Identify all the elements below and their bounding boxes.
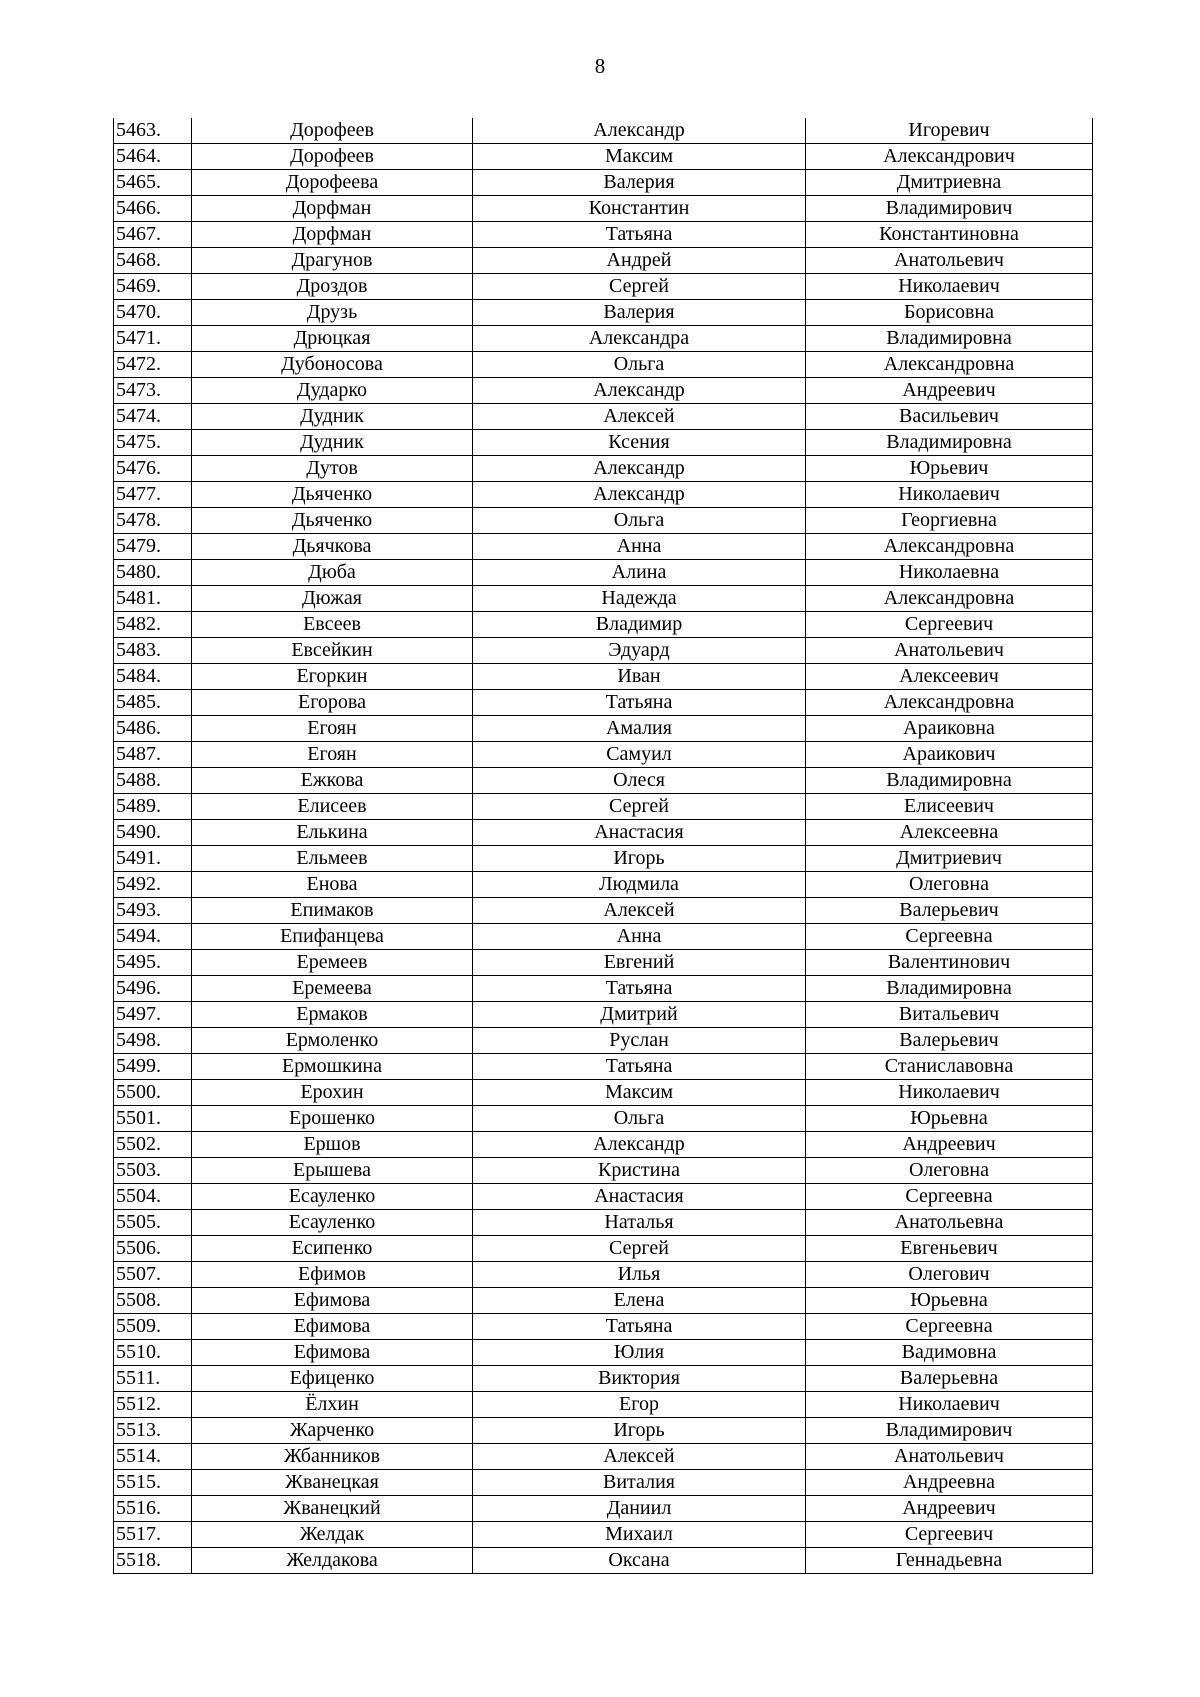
last-name-cell: Енова: [192, 872, 473, 898]
last-name-cell: Дубоносова: [192, 352, 473, 378]
last-name-cell: Дорфман: [192, 196, 473, 222]
patronymic-cell: Геннадьевна: [806, 1548, 1093, 1574]
first-name-cell: Эдуард: [473, 638, 806, 664]
first-name-cell: Ольга: [473, 352, 806, 378]
first-name-cell: Олеся: [473, 768, 806, 794]
row-number-cell: 5491.: [114, 846, 192, 872]
first-name-cell: Сергей: [473, 1236, 806, 1262]
table-row: [114, 404, 1093, 430]
row-number-cell: 5500.: [114, 1080, 192, 1106]
patronymic-cell: Игоревич: [806, 118, 1093, 144]
patronymic-cell: Сергеевич: [806, 1522, 1093, 1548]
patronymic-cell: Дмитриевна: [806, 170, 1093, 196]
first-name-cell: Анастасия: [473, 820, 806, 846]
row-number-cell: 5487.: [114, 742, 192, 768]
first-name-cell: Кристина: [473, 1158, 806, 1184]
patronymic-cell: Олеговна: [806, 1158, 1093, 1184]
patronymic-cell: Олегович: [806, 1262, 1093, 1288]
patronymic-cell: Юрьевна: [806, 1288, 1093, 1314]
patronymic-cell: Николаевна: [806, 560, 1093, 586]
table-row: [114, 1132, 1093, 1158]
last-name-cell: Есауленко: [192, 1184, 473, 1210]
patronymic-cell: Николаевич: [806, 482, 1093, 508]
row-number-cell: 5505.: [114, 1210, 192, 1236]
last-name-cell: Ерохин: [192, 1080, 473, 1106]
table-row: [114, 950, 1093, 976]
patronymic-cell: Алексеевна: [806, 820, 1093, 846]
patronymic-cell: Владимировна: [806, 768, 1093, 794]
last-name-cell: Епимаков: [192, 898, 473, 924]
row-number-cell: 5482.: [114, 612, 192, 638]
table-row: [114, 482, 1093, 508]
row-number-cell: 5517.: [114, 1522, 192, 1548]
table-row: [114, 794, 1093, 820]
first-name-cell: Александр: [473, 118, 806, 144]
table-row: [114, 378, 1093, 404]
last-name-cell: Евсейкин: [192, 638, 473, 664]
row-number-cell: 5518.: [114, 1548, 192, 1574]
patronymic-cell: Андреевич: [806, 1132, 1093, 1158]
table-row: [114, 976, 1093, 1002]
first-name-cell: Юлия: [473, 1340, 806, 1366]
last-name-cell: Егоян: [192, 716, 473, 742]
row-number-cell: 5497.: [114, 1002, 192, 1028]
row-number-cell: 5516.: [114, 1496, 192, 1522]
table-row: [114, 300, 1093, 326]
last-name-cell: Друзь: [192, 300, 473, 326]
row-number-cell: 5471.: [114, 326, 192, 352]
patronymic-cell: Сергеевна: [806, 924, 1093, 950]
first-name-cell: Руслан: [473, 1028, 806, 1054]
table-row: [114, 560, 1093, 586]
table-row: [114, 1418, 1093, 1444]
row-number-cell: 5502.: [114, 1132, 192, 1158]
patronymic-cell: Валерьевна: [806, 1366, 1093, 1392]
patronymic-cell: Александровна: [806, 534, 1093, 560]
patronymic-cell: Сергеевич: [806, 612, 1093, 638]
table-row: [114, 1080, 1093, 1106]
row-number-cell: 5474.: [114, 404, 192, 430]
row-number-cell: 5473.: [114, 378, 192, 404]
first-name-cell: Сергей: [473, 274, 806, 300]
row-number-cell: 5475.: [114, 430, 192, 456]
first-name-cell: Татьяна: [473, 222, 806, 248]
patronymic-cell: Александровна: [806, 586, 1093, 612]
last-name-cell: Евсеев: [192, 612, 473, 638]
row-number-cell: 5478.: [114, 508, 192, 534]
patronymic-cell: Араикович: [806, 742, 1093, 768]
patronymic-cell: Андреевич: [806, 378, 1093, 404]
last-name-cell: Ефиценко: [192, 1366, 473, 1392]
row-number-cell: 5509.: [114, 1314, 192, 1340]
patronymic-cell: Константиновна: [806, 222, 1093, 248]
patronymic-cell: Витальевич: [806, 1002, 1093, 1028]
row-number-cell: 5479.: [114, 534, 192, 560]
row-number-cell: 5494.: [114, 924, 192, 950]
patronymic-cell: Владимирович: [806, 1418, 1093, 1444]
patronymic-cell: Анатольевич: [806, 638, 1093, 664]
first-name-cell: Алексей: [473, 404, 806, 430]
table-row: [114, 118, 1093, 144]
row-number-cell: 5486.: [114, 716, 192, 742]
patronymic-cell: Сергеевна: [806, 1314, 1093, 1340]
first-name-cell: Иван: [473, 664, 806, 690]
first-name-cell: Александра: [473, 326, 806, 352]
last-name-cell: Дудник: [192, 430, 473, 456]
last-name-cell: Желдак: [192, 1522, 473, 1548]
row-number-cell: 5489.: [114, 794, 192, 820]
table-row: [114, 924, 1093, 950]
row-number-cell: 5476.: [114, 456, 192, 482]
patronymic-cell: Александровна: [806, 352, 1093, 378]
last-name-cell: Драгунов: [192, 248, 473, 274]
patronymic-cell: Юрьевич: [806, 456, 1093, 482]
row-number-cell: 5465.: [114, 170, 192, 196]
first-name-cell: Татьяна: [473, 976, 806, 1002]
row-number-cell: 5492.: [114, 872, 192, 898]
patronymic-cell: Владимировна: [806, 326, 1093, 352]
patronymic-cell: Валентинович: [806, 950, 1093, 976]
first-name-cell: Ольга: [473, 1106, 806, 1132]
row-number-cell: 5469.: [114, 274, 192, 300]
last-name-cell: Дьячкова: [192, 534, 473, 560]
row-number-cell: 5504.: [114, 1184, 192, 1210]
table-row: [114, 1236, 1093, 1262]
row-number-cell: 5490.: [114, 820, 192, 846]
table-row: [114, 638, 1093, 664]
table-row: [114, 456, 1093, 482]
last-name-cell: Ёлхин: [192, 1392, 473, 1418]
first-name-cell: Игорь: [473, 1418, 806, 1444]
row-number-cell: 5480.: [114, 560, 192, 586]
first-name-cell: Алина: [473, 560, 806, 586]
last-name-cell: Елисеев: [192, 794, 473, 820]
first-name-cell: Самуил: [473, 742, 806, 768]
table-row: [114, 1288, 1093, 1314]
patronymic-cell: Станиславовна: [806, 1054, 1093, 1080]
last-name-cell: Егоркин: [192, 664, 473, 690]
first-name-cell: Валерия: [473, 300, 806, 326]
patronymic-cell: Андреевна: [806, 1470, 1093, 1496]
last-name-cell: Дьяченко: [192, 482, 473, 508]
table-row: [114, 196, 1093, 222]
patronymic-cell: Владимирович: [806, 196, 1093, 222]
first-name-cell: Анастасия: [473, 1184, 806, 1210]
table-row: [114, 1262, 1093, 1288]
first-name-cell: Оксана: [473, 1548, 806, 1574]
row-number-cell: 5506.: [114, 1236, 192, 1262]
row-number-cell: 5481.: [114, 586, 192, 612]
patronymic-cell: Николаевич: [806, 274, 1093, 300]
row-number-cell: 5510.: [114, 1340, 192, 1366]
last-name-cell: Есауленко: [192, 1210, 473, 1236]
first-name-cell: Максим: [473, 144, 806, 170]
last-name-cell: Дорофеева: [192, 170, 473, 196]
last-name-cell: Дюжая: [192, 586, 473, 612]
table-row: [114, 1548, 1093, 1574]
first-name-cell: Татьяна: [473, 1054, 806, 1080]
table-row: [114, 430, 1093, 456]
last-name-cell: Ерышева: [192, 1158, 473, 1184]
row-number-cell: 5503.: [114, 1158, 192, 1184]
last-name-cell: Жарченко: [192, 1418, 473, 1444]
patronymic-cell: Елисеевич: [806, 794, 1093, 820]
patronymic-cell: Араиковна: [806, 716, 1093, 742]
table-row: [114, 1314, 1093, 1340]
table-row: [114, 1392, 1093, 1418]
patronymic-cell: Юрьевна: [806, 1106, 1093, 1132]
patronymic-cell: Олеговна: [806, 872, 1093, 898]
row-number-cell: 5472.: [114, 352, 192, 378]
patronymic-cell: Борисовна: [806, 300, 1093, 326]
row-number-cell: 5484.: [114, 664, 192, 690]
row-number-cell: 5466.: [114, 196, 192, 222]
patronymic-cell: Сергеевна: [806, 1184, 1093, 1210]
first-name-cell: Наталья: [473, 1210, 806, 1236]
first-name-cell: Виктория: [473, 1366, 806, 1392]
roster-table: [113, 118, 1093, 1574]
table-row: [114, 612, 1093, 638]
first-name-cell: Владимир: [473, 612, 806, 638]
first-name-cell: Виталия: [473, 1470, 806, 1496]
table-row: [114, 1106, 1093, 1132]
last-name-cell: Дударко: [192, 378, 473, 404]
table-row: [114, 1184, 1093, 1210]
last-name-cell: Ермаков: [192, 1002, 473, 1028]
table-row: [114, 898, 1093, 924]
first-name-cell: Сергей: [473, 794, 806, 820]
row-number-cell: 5508.: [114, 1288, 192, 1314]
table-row: [114, 1210, 1093, 1236]
table-row: [114, 144, 1093, 170]
last-name-cell: Егорова: [192, 690, 473, 716]
first-name-cell: Елена: [473, 1288, 806, 1314]
patronymic-cell: Александрович: [806, 144, 1093, 170]
table-row: [114, 508, 1093, 534]
table-row: [114, 742, 1093, 768]
row-number-cell: 5468.: [114, 248, 192, 274]
table-row: [114, 222, 1093, 248]
patronymic-cell: Владимировна: [806, 430, 1093, 456]
last-name-cell: Дрюцкая: [192, 326, 473, 352]
last-name-cell: Дорофеев: [192, 144, 473, 170]
first-name-cell: Александр: [473, 378, 806, 404]
first-name-cell: Андрей: [473, 248, 806, 274]
row-number-cell: 5496.: [114, 976, 192, 1002]
first-name-cell: Амалия: [473, 716, 806, 742]
last-name-cell: Жванецкий: [192, 1496, 473, 1522]
patronymic-cell: Валерьевич: [806, 898, 1093, 924]
last-name-cell: Ерошенко: [192, 1106, 473, 1132]
last-name-cell: Ефимов: [192, 1262, 473, 1288]
table-row: [114, 1522, 1093, 1548]
last-name-cell: Егоян: [192, 742, 473, 768]
first-name-cell: Константин: [473, 196, 806, 222]
table-row: [114, 248, 1093, 274]
table-row: [114, 170, 1093, 196]
patronymic-cell: Александровна: [806, 690, 1093, 716]
patronymic-cell: Николаевич: [806, 1392, 1093, 1418]
last-name-cell: Епифанцева: [192, 924, 473, 950]
last-name-cell: Еремеев: [192, 950, 473, 976]
last-name-cell: Ефимова: [192, 1288, 473, 1314]
first-name-cell: Евгений: [473, 950, 806, 976]
row-number-cell: 5512.: [114, 1392, 192, 1418]
table-row: [114, 326, 1093, 352]
first-name-cell: Дмитрий: [473, 1002, 806, 1028]
page-number: 8: [594, 54, 606, 78]
first-name-cell: Александр: [473, 1132, 806, 1158]
last-name-cell: Жванецкая: [192, 1470, 473, 1496]
first-name-cell: Александр: [473, 482, 806, 508]
table-row: [114, 664, 1093, 690]
table-row: [114, 1054, 1093, 1080]
first-name-cell: Людмила: [473, 872, 806, 898]
first-name-cell: Ольга: [473, 508, 806, 534]
table-row: [114, 586, 1093, 612]
last-name-cell: Дьяченко: [192, 508, 473, 534]
table-row: [114, 872, 1093, 898]
last-name-cell: Елькина: [192, 820, 473, 846]
row-number-cell: 5470.: [114, 300, 192, 326]
patronymic-cell: Андреевич: [806, 1496, 1093, 1522]
last-name-cell: Ермошкина: [192, 1054, 473, 1080]
table-row: [114, 820, 1093, 846]
row-number-cell: 5511.: [114, 1366, 192, 1392]
row-number-cell: 5515.: [114, 1470, 192, 1496]
table-row: [114, 1444, 1093, 1470]
row-number-cell: 5513.: [114, 1418, 192, 1444]
last-name-cell: Дюба: [192, 560, 473, 586]
table-row: [114, 768, 1093, 794]
first-name-cell: Алексей: [473, 1444, 806, 1470]
last-name-cell: Жбанников: [192, 1444, 473, 1470]
first-name-cell: Ксения: [473, 430, 806, 456]
last-name-cell: Есипенко: [192, 1236, 473, 1262]
patronymic-cell: Валерьевич: [806, 1028, 1093, 1054]
row-number-cell: 5467.: [114, 222, 192, 248]
row-number-cell: 5507.: [114, 1262, 192, 1288]
patronymic-cell: Анатольевна: [806, 1210, 1093, 1236]
last-name-cell: Дорфман: [192, 222, 473, 248]
roster-table-body: [114, 118, 1093, 1574]
table-row: [114, 1340, 1093, 1366]
row-number-cell: 5483.: [114, 638, 192, 664]
row-number-cell: 5498.: [114, 1028, 192, 1054]
patronymic-cell: Анатольевич: [806, 248, 1093, 274]
first-name-cell: Александр: [473, 456, 806, 482]
first-name-cell: Алексей: [473, 898, 806, 924]
first-name-cell: Надежда: [473, 586, 806, 612]
row-number-cell: 5485.: [114, 690, 192, 716]
last-name-cell: Ефимова: [192, 1314, 473, 1340]
table-row: [114, 1028, 1093, 1054]
first-name-cell: Егор: [473, 1392, 806, 1418]
last-name-cell: Ефимова: [192, 1340, 473, 1366]
patronymic-cell: Анатольевич: [806, 1444, 1093, 1470]
row-number-cell: 5463.: [114, 118, 192, 144]
table-row: [114, 534, 1093, 560]
table-row: [114, 1366, 1093, 1392]
table-row: [114, 846, 1093, 872]
table-row: [114, 274, 1093, 300]
first-name-cell: Анна: [473, 534, 806, 560]
patronymic-cell: Дмитриевич: [806, 846, 1093, 872]
last-name-cell: Дорофеев: [192, 118, 473, 144]
patronymic-cell: Евгеньевич: [806, 1236, 1093, 1262]
patronymic-cell: Васильевич: [806, 404, 1093, 430]
table-row: [114, 690, 1093, 716]
last-name-cell: Еремеева: [192, 976, 473, 1002]
table-row: [114, 1002, 1093, 1028]
row-number-cell: 5514.: [114, 1444, 192, 1470]
table-row: [114, 1470, 1093, 1496]
first-name-cell: Анна: [473, 924, 806, 950]
first-name-cell: Максим: [473, 1080, 806, 1106]
last-name-cell: Ельмеев: [192, 846, 473, 872]
first-name-cell: Михаил: [473, 1522, 806, 1548]
last-name-cell: Дутов: [192, 456, 473, 482]
patronymic-cell: Владимировна: [806, 976, 1093, 1002]
row-number-cell: 5495.: [114, 950, 192, 976]
last-name-cell: Желдакова: [192, 1548, 473, 1574]
row-number-cell: 5493.: [114, 898, 192, 924]
row-number-cell: 5464.: [114, 144, 192, 170]
last-name-cell: Дудник: [192, 404, 473, 430]
first-name-cell: Татьяна: [473, 1314, 806, 1340]
row-number-cell: 5499.: [114, 1054, 192, 1080]
table-row: [114, 716, 1093, 742]
patronymic-cell: Вадимовна: [806, 1340, 1093, 1366]
table-row: [114, 1496, 1093, 1522]
patronymic-cell: Николаевич: [806, 1080, 1093, 1106]
first-name-cell: Игорь: [473, 846, 806, 872]
last-name-cell: Дроздов: [192, 274, 473, 300]
first-name-cell: Илья: [473, 1262, 806, 1288]
first-name-cell: Даниил: [473, 1496, 806, 1522]
first-name-cell: Валерия: [473, 170, 806, 196]
first-name-cell: Татьяна: [473, 690, 806, 716]
last-name-cell: Ершов: [192, 1132, 473, 1158]
last-name-cell: Ежкова: [192, 768, 473, 794]
last-name-cell: Ермоленко: [192, 1028, 473, 1054]
patronymic-cell: Георгиевна: [806, 508, 1093, 534]
patronymic-cell: Алексеевич: [806, 664, 1093, 690]
row-number-cell: 5501.: [114, 1106, 192, 1132]
table-row: [114, 352, 1093, 378]
row-number-cell: 5488.: [114, 768, 192, 794]
table-row: [114, 1158, 1093, 1184]
row-number-cell: 5477.: [114, 482, 192, 508]
